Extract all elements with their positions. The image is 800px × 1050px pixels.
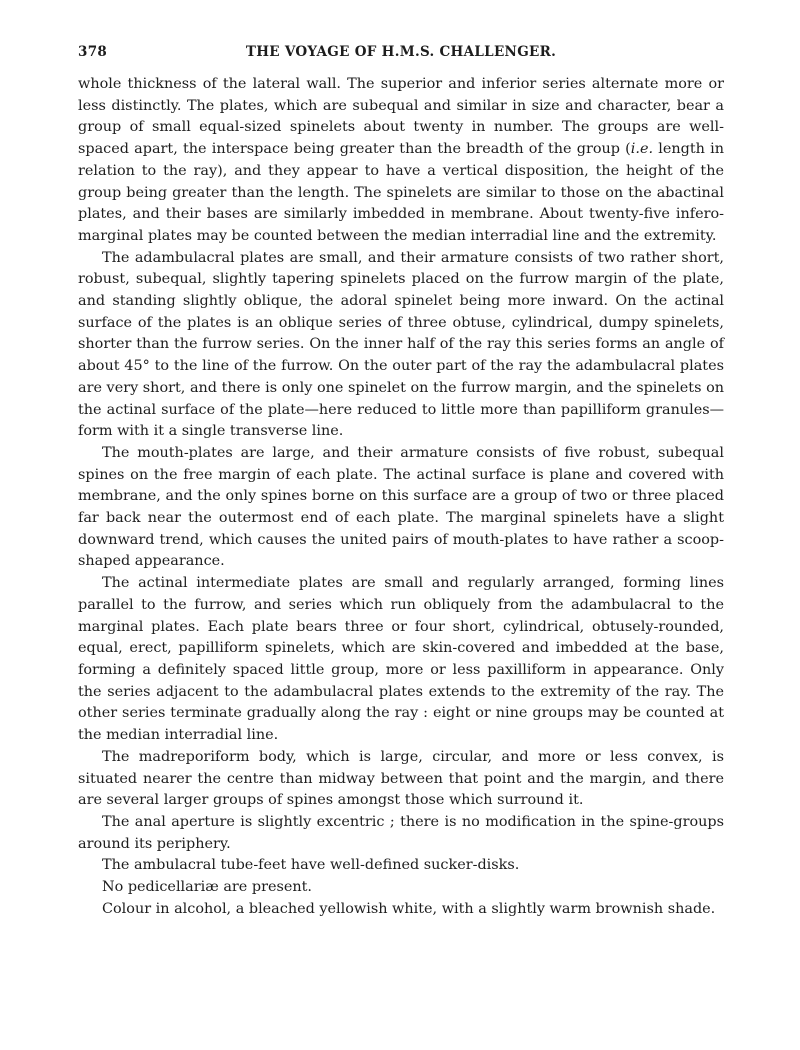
page-header <box>78 44 724 74</box>
paragraph-text-part: length in relation to the ray), and they appear to have a vertical disposition, the height of the group being greater than the length. The spinelets are similar to those on the abactinal plates, and their bases are similarly imbedded in membrane. About twenty-five infero-marginal plates may be counted between the median interradial line and the extremity. <box>78 141 724 244</box>
page-number: 378 <box>78 44 108 60</box>
paragraph-pedicellariae: No pedicellariæ are present. <box>102 879 312 896</box>
paragraph-actinal-intermediate-plates: The actinal intermediate plates are small and regularly arranged, forming lines parallel to the furrow, and series which run obliquely from the adambulacral to the marginal plates. Each plate bears three or four short, cylindrical, obtusely-rounded, equal, erect, papilliform spinelets, which are skin-covered and imbedded at the base, forming a definitely spaced little group, more or less paxilliform in appearance. Only the series adjacent to the adambulacral plates extends to the extremity of the ray. The other series terminate gradually along the ray : eight or nine groups may be counted at the median interradial line. <box>78 575 724 744</box>
italic-abbreviation: i.e. <box>630 141 654 158</box>
paragraph-madreporiform-body: The madreporiform body, which is large, circular, and more or less convex, is situated nearer the centre than midway between that point and the margin, and there are several larger groups of spines amongst those which surround it. <box>78 748 724 809</box>
paragraph-mouth-plates: The mouth-plates are large, and their armature consists of five robust, subequal spines on the free margin of each plate. The actinal surface is plane and covered with membrane, and the only spines borne on this surface are a group of two or three placed far back near the outermost end of each plate. The marginal spinelets have a slight downward trend, which causes the united pairs of mouth-plates to have rather a scoop-shaped appearance. <box>78 444 724 570</box>
body-text <box>78 74 724 920</box>
paragraph-colour: Colour in alcohol, a bleached yellowish white, with a slightly warm brownish shade. <box>102 900 716 917</box>
paragraph-text-part: whole thickness of the lateral wall. The superior and inferior series alternate more or less distinctly. The plates, which are subequal and similar in size and character, bear a group of small equal-sized spinelets about twenty in number. The groups are well-spaced apart, the interspace being greater than the breadth of the group ( <box>78 76 724 158</box>
paragraph-tube-feet: The ambulacral tube-feet have well-defined sucker-disks. <box>102 857 520 874</box>
paragraph-anal-aperture: The anal aperture is slightly excentric ; there is no modification in the spine-groups around its periphery. <box>78 813 724 852</box>
running-title: THE VOYAGE OF H.M.S. CHALLENGER. <box>245 44 557 60</box>
paragraph-infero-marginal <box>78 74 724 248</box>
page <box>78 0 724 920</box>
paragraph-adambulacral-plates: The adambulacral plates are small, and their armature consists of two rather short, robust, subequal, slightly tapering spinelets placed on the furrow margin of the plate, and standing slightly oblique, the adoral spinelet being more inward. On the actinal surface of the plates is an oblique series of three obtuse, cylindrical, dumpy spinelets, shorter than the furrow series. On the inner half of the ray this series forms an angle of about 45° to the line of the furrow. On the outer part of the ray the adambulacral plates are very short, and there is only one spinelet on the furrow margin, and the spinelets on the actinal surface of the plate—here reduced to little more than papilliform granules—form with it a single transverse line. <box>78 249 724 440</box>
